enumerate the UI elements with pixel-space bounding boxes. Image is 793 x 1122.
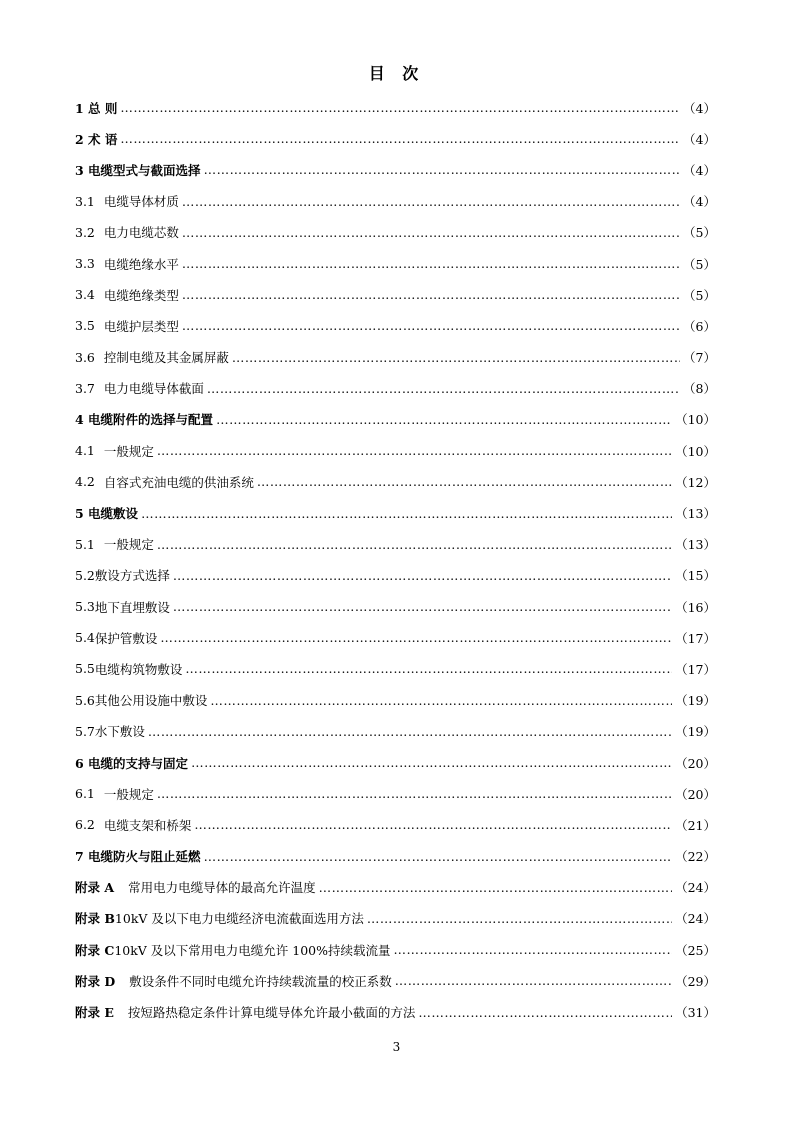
toc-entry[interactable] <box>75 279 716 310</box>
toc-leader-dots <box>182 318 680 333</box>
toc-entry-label: 10kV 及以下常用电力电缆允许 100%持续载流量 <box>114 942 391 958</box>
toc-entry-number: 1 总 则 <box>75 100 118 116</box>
toc-entry[interactable] <box>75 466 716 497</box>
toc-entry-number: 5.1 <box>75 536 95 552</box>
toc-leader-dots <box>157 443 672 458</box>
toc-entry-page: （4） <box>683 194 716 210</box>
toc-entry-page: （21） <box>675 817 716 833</box>
toc-entry[interactable] <box>75 248 716 279</box>
toc-entry-label: 电缆绝缘水平 <box>103 256 179 272</box>
toc-entry-page: （13） <box>675 506 716 522</box>
toc-entry[interactable] <box>75 903 716 934</box>
toc-leader-dots <box>191 755 672 770</box>
toc-leader-dots <box>395 973 672 988</box>
toc-leader-dots <box>148 724 672 739</box>
toc-entry[interactable] <box>75 872 716 903</box>
toc-entry-page: （20） <box>675 755 716 771</box>
toc-leader-dots <box>160 630 672 645</box>
toc-leader-dots <box>210 693 672 708</box>
toc-entry-number: 3.2 <box>75 224 95 240</box>
toc-entry-number: 6 电缆的支持与固定 <box>75 755 189 771</box>
toc-leader-dots <box>141 506 672 521</box>
toc-entry[interactable] <box>75 778 716 809</box>
toc-leader-dots <box>207 381 680 396</box>
toc-entry-page: （6） <box>683 318 716 334</box>
toc-entry-label: 一般规定 <box>103 786 154 802</box>
toc-entry[interactable] <box>75 747 716 778</box>
toc-entry-page: （15） <box>675 568 716 584</box>
toc-entry-page: （17） <box>675 630 716 646</box>
toc-entry-label: 其他公用设施中敷设 <box>94 693 208 709</box>
toc-leader-dots <box>173 568 672 583</box>
toc-leader-dots <box>204 849 673 864</box>
page-title: 目 次 <box>368 64 425 83</box>
toc-entry-label: 电缆支架和桥架 <box>103 817 192 833</box>
toc-entry[interactable] <box>75 934 716 965</box>
toc-entry-number: 5.2 <box>75 567 95 583</box>
toc-entry-label: 敷设条件不同时电缆允许持续载流量的校正系数 <box>129 973 392 989</box>
toc-leader-dots <box>216 412 672 427</box>
toc-entry-number: 5.3 <box>75 599 95 615</box>
toc-leader-dots <box>418 1005 672 1020</box>
toc-entry-number: 6.2 <box>75 817 95 833</box>
toc-entry-label: 电缆绝缘类型 <box>103 287 179 303</box>
toc-leader-dots <box>182 194 680 209</box>
toc-entry[interactable] <box>75 310 716 341</box>
toc-leader-dots <box>120 131 680 146</box>
toc-entry-page: （24） <box>675 880 716 896</box>
toc-entry-page: （7） <box>683 350 716 366</box>
toc-entry[interactable] <box>75 560 716 591</box>
toc-entry-number: 3.1 <box>75 193 95 209</box>
toc-entry-number: 3.5 <box>75 318 95 334</box>
toc-leader-dots <box>157 537 672 552</box>
toc-entry[interactable] <box>75 497 716 528</box>
toc-leader-dots <box>194 817 672 832</box>
toc-entry[interactable] <box>75 965 716 996</box>
toc-entry[interactable] <box>75 529 716 560</box>
toc-entry[interactable] <box>75 622 716 653</box>
toc-entry[interactable] <box>75 404 716 435</box>
toc-entry-page: （12） <box>675 474 716 490</box>
toc-entry-number: 3 电缆型式与截面选择 <box>75 162 201 178</box>
toc-entry-number: 附录 A <box>75 880 115 896</box>
toc-entry-page: （20） <box>675 786 716 802</box>
toc-entry-page: （19） <box>675 724 716 740</box>
toc-leader-dots <box>182 225 680 240</box>
toc-entry-page: （4） <box>683 100 716 116</box>
toc-leader-dots <box>173 599 672 614</box>
toc-entry[interactable] <box>75 809 716 840</box>
toc-entry-number: 2 术 语 <box>75 131 118 147</box>
toc-entry-label: 电力电缆导体截面 <box>103 381 204 397</box>
toc-entry-page: （25） <box>675 942 716 958</box>
toc-entry-page: （4） <box>683 131 716 147</box>
table-of-contents <box>75 92 716 1028</box>
toc-entry-page: （29） <box>675 973 716 989</box>
toc-entry-page: （5） <box>683 287 716 303</box>
toc-entry[interactable] <box>75 92 716 123</box>
toc-entry[interactable] <box>75 996 716 1027</box>
toc-entry-number: 7 电缆防火与阻止延燃 <box>75 849 201 865</box>
toc-entry-number: 附录 C <box>75 942 115 958</box>
toc-entry-label: 自容式充油电缆的供油系统 <box>103 474 254 490</box>
toc-entry-number: 3.6 <box>75 349 95 365</box>
toc-entry[interactable] <box>75 435 716 466</box>
toc-entry[interactable] <box>75 653 716 684</box>
toc-leader-dots <box>204 162 680 177</box>
toc-entry[interactable] <box>75 123 716 154</box>
toc-entry-label: 控制电缆及其金属屏蔽 <box>103 350 229 366</box>
toc-entry[interactable] <box>75 716 716 747</box>
toc-entry-label: 电缆护层类型 <box>103 318 179 334</box>
toc-entry-page: （19） <box>675 693 716 709</box>
toc-entry-number: 附录 E <box>75 1005 114 1021</box>
toc-entry-label: 按短路热稳定条件计算电缆导体允许最小截面的方法 <box>127 1005 416 1021</box>
toc-leader-dots <box>120 100 680 115</box>
toc-entry[interactable] <box>75 342 716 373</box>
toc-entry-page: （22） <box>675 849 716 865</box>
toc-entry[interactable] <box>75 373 716 404</box>
toc-entry[interactable] <box>75 685 716 716</box>
toc-leader-dots <box>157 786 672 801</box>
toc-entry-page: （16） <box>675 599 716 615</box>
toc-leader-dots <box>182 256 680 271</box>
toc-entry-label: 电缆构筑物敷设 <box>94 661 183 677</box>
toc-entry-page: （10） <box>675 412 716 428</box>
toc-entry-number: 3.7 <box>75 380 95 396</box>
toc-entry-number: 附录 D <box>75 973 116 989</box>
toc-entry-label: 电力电缆芯数 <box>103 225 179 241</box>
toc-entry-number: 4 电缆附件的选择与配置 <box>75 412 214 428</box>
toc-entry-page: （8） <box>683 381 716 397</box>
toc-leader-dots <box>367 911 672 926</box>
toc-entry-page: （10） <box>675 443 716 459</box>
toc-leader-dots <box>394 942 673 957</box>
toc-entry-label: 一般规定 <box>103 443 154 459</box>
toc-entry-number: 4.2 <box>75 474 95 490</box>
toc-entry-page: （13） <box>675 537 716 553</box>
toc-entry[interactable] <box>75 186 716 217</box>
toc-entry-label: 保护管敷设 <box>94 630 158 646</box>
toc-entry-number: 3.4 <box>75 287 95 303</box>
toc-entry-page: （17） <box>675 661 716 677</box>
toc-entry-label: 地下直埋敷设 <box>94 599 170 615</box>
toc-leader-dots <box>232 350 680 365</box>
toc-leader-dots <box>185 661 672 676</box>
toc-leader-dots <box>182 287 680 302</box>
toc-entry-label: 常用电力电缆导体的最高允许温度 <box>128 880 316 896</box>
page-number: 3 <box>392 1040 401 1054</box>
toc-entry[interactable] <box>75 841 716 872</box>
toc-entry-number: 6.1 <box>75 786 95 802</box>
toc-entry-page: （5） <box>683 225 716 241</box>
toc-entry-number: 3.3 <box>75 256 95 272</box>
toc-entry-number: 附录 B <box>75 911 115 927</box>
toc-entry-label: 10kV 及以下电力电缆经济电流截面选用方法 <box>114 911 364 927</box>
toc-entry[interactable] <box>75 154 716 185</box>
toc-entry-label: 电缆导体材质 <box>103 194 179 210</box>
toc-entry[interactable] <box>75 591 716 622</box>
toc-entry-label: 敷设方式选择 <box>94 568 170 584</box>
toc-entry-page: （4） <box>683 162 716 178</box>
toc-entry-number: 5.4 <box>75 630 95 646</box>
toc-entry-number: 5.5 <box>75 661 95 677</box>
toc-entry-number: 4.1 <box>75 443 95 459</box>
toc-entry-label: 一般规定 <box>103 537 154 553</box>
toc-entry[interactable] <box>75 217 716 248</box>
toc-entry-page: （5） <box>683 256 716 272</box>
toc-entry-page: （24） <box>675 911 716 927</box>
toc-entry-label: 水下敷设 <box>94 724 145 740</box>
toc-entry-page: （31） <box>675 1005 716 1021</box>
toc-entry-number: 5.6 <box>75 692 95 708</box>
toc-entry-number: 5.7 <box>75 723 95 739</box>
toc-leader-dots <box>319 880 673 895</box>
toc-leader-dots <box>257 474 672 489</box>
toc-entry-number: 5 电缆敷设 <box>75 506 139 522</box>
